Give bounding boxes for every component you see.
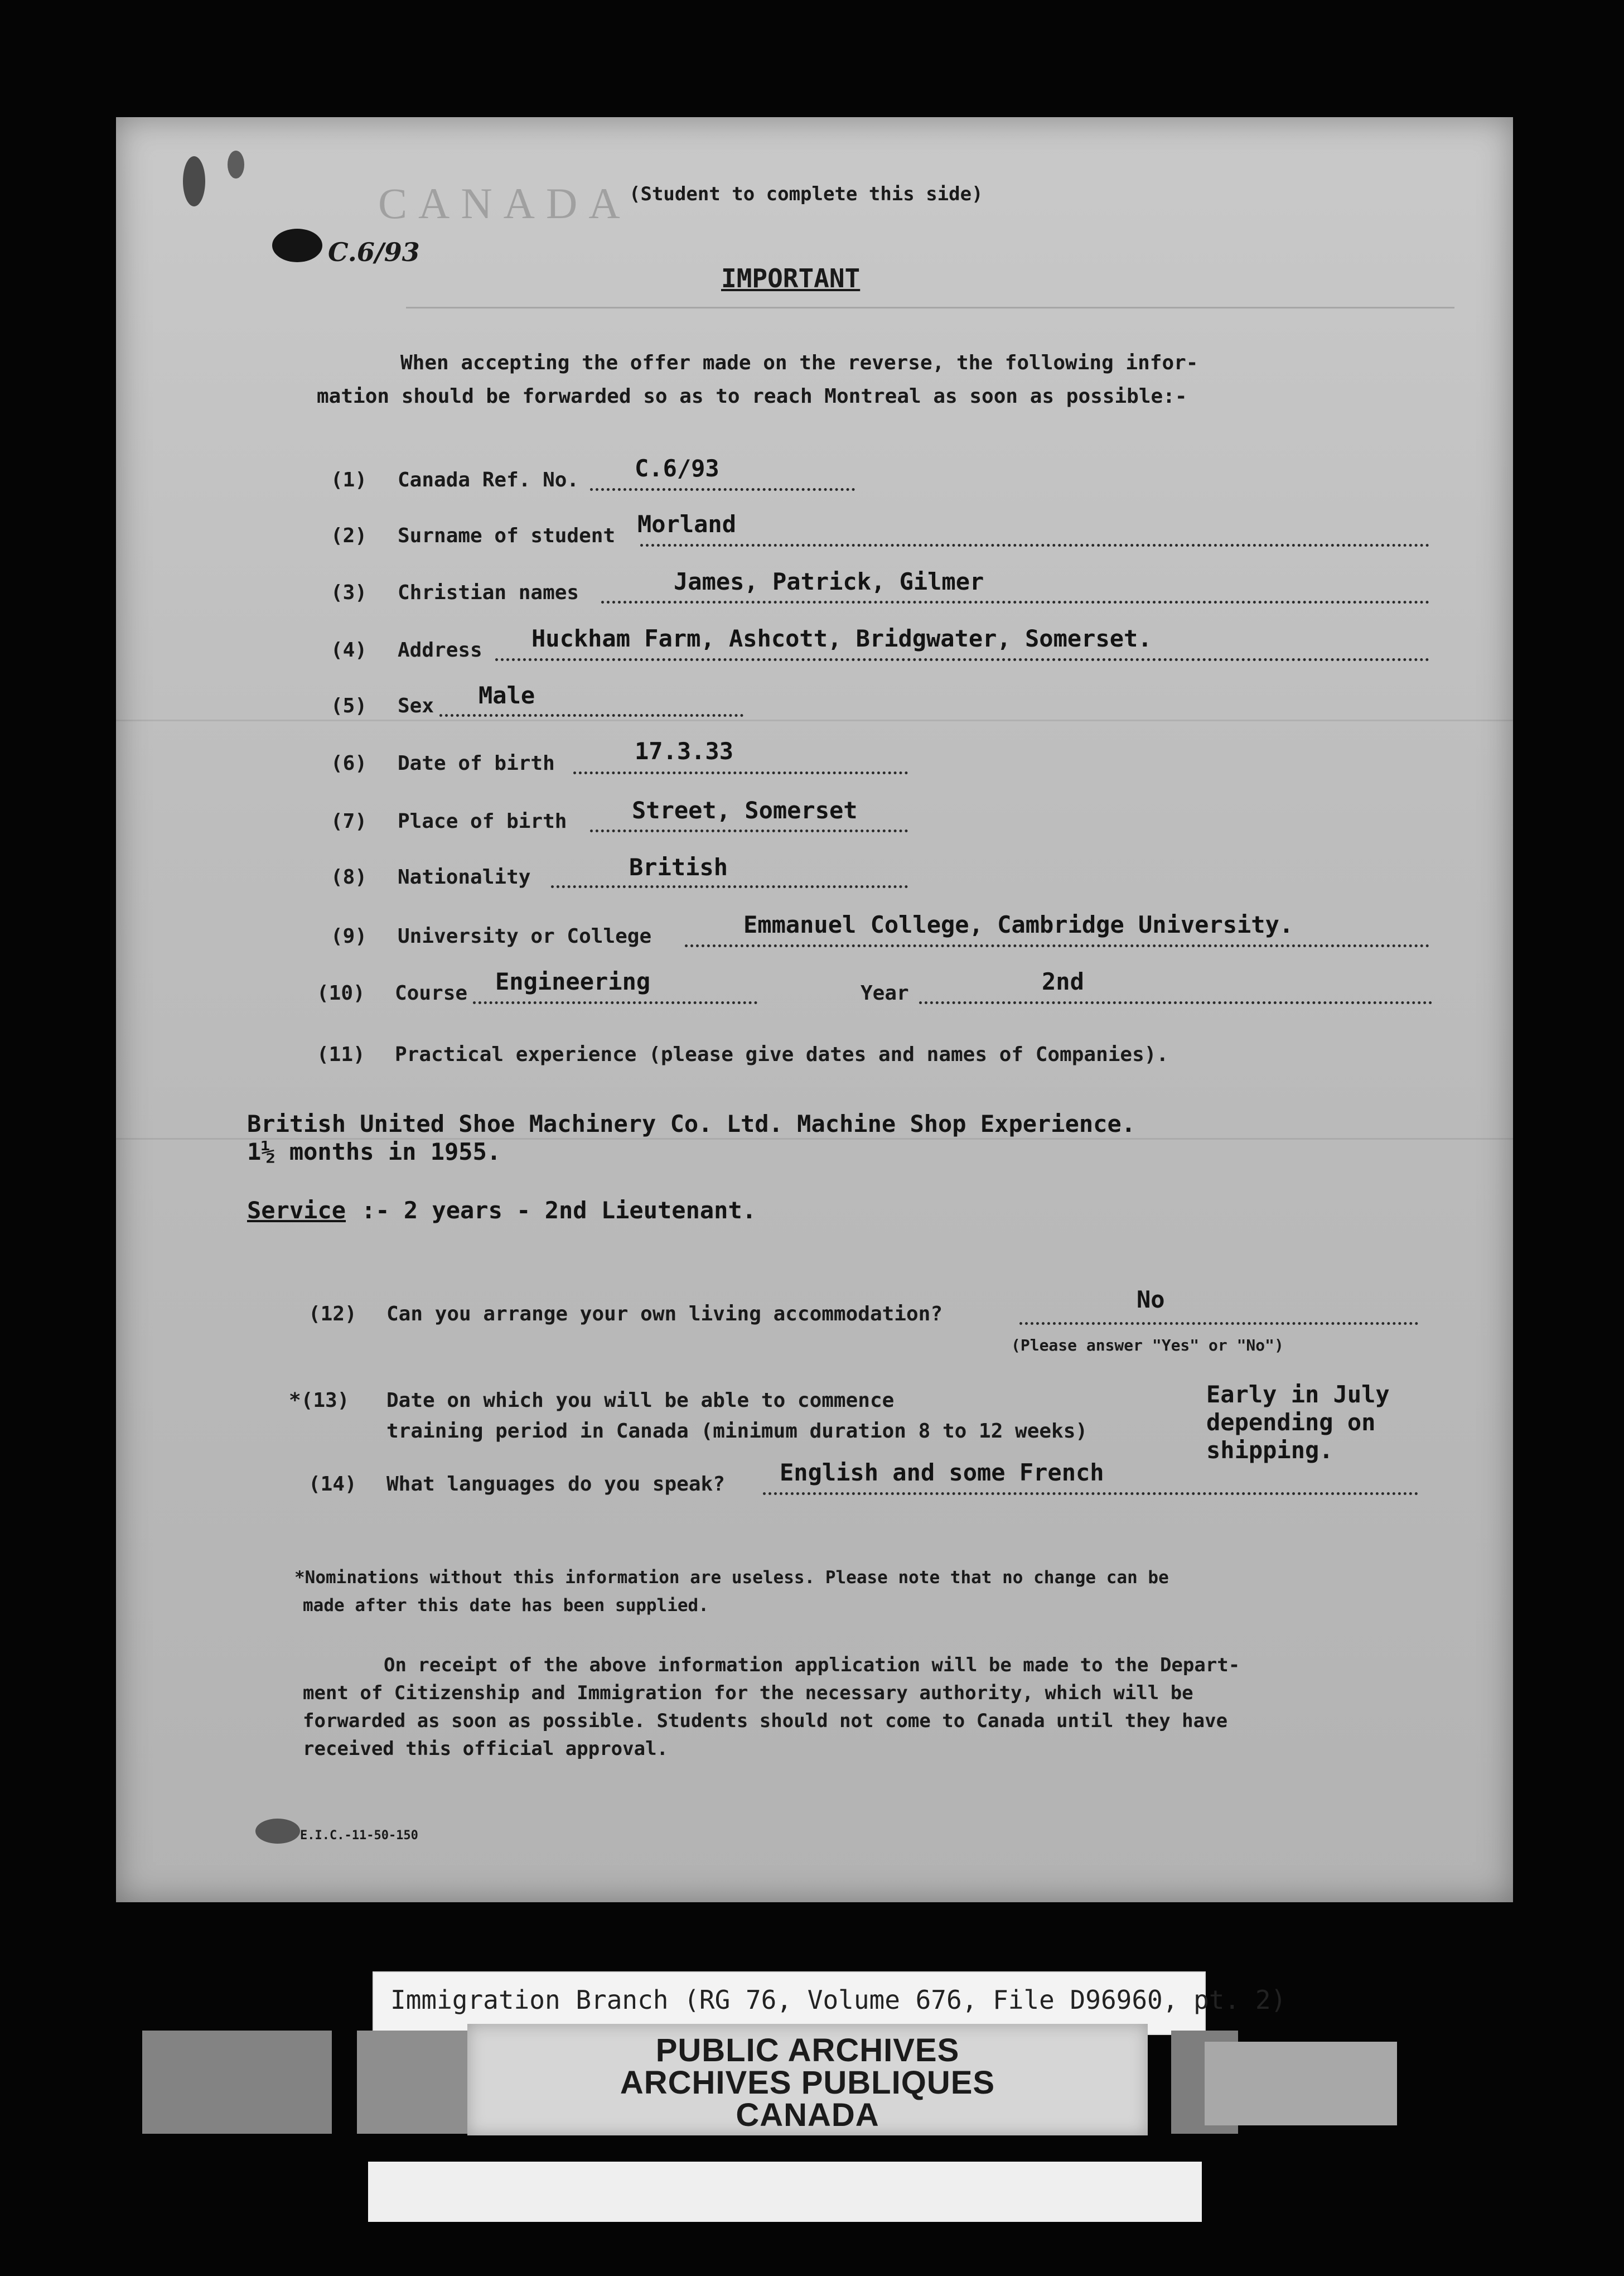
dotted-line (685, 944, 1429, 947)
page-title: IMPORTANT (721, 263, 861, 293)
ink-blot (272, 229, 322, 262)
field-number: (5) (331, 695, 368, 717)
field-number: *(13) (289, 1389, 350, 1412)
dotted-line (573, 771, 908, 774)
field-number: (10) (317, 982, 365, 1005)
ink-blot (228, 151, 244, 179)
field-label: Course (395, 982, 468, 1005)
ghost-rule (116, 720, 1513, 721)
field-label: Sex (398, 695, 434, 717)
field-value-christian-names: James, Patrick, Gilmer (674, 568, 984, 595)
field-number: (8) (331, 866, 368, 889)
field-value-sex: Male (478, 682, 535, 709)
field-value-place-of-birth: Street, Somerset (632, 797, 858, 824)
field-number: (14) (308, 1473, 357, 1496)
intro-text-line: mation should be forwarded so as to reach Montreal as soon as possible:- (317, 385, 1187, 408)
field-value-year: 2nd (1042, 968, 1084, 995)
field-label: Practical experience (please give dates and names of Companies). (395, 1043, 1169, 1066)
field-number: (7) (331, 810, 368, 833)
field-number: (12) (308, 1303, 357, 1325)
film-band-block (1205, 2042, 1397, 2125)
field-number: (11) (317, 1043, 365, 1066)
ink-smudge (255, 1819, 300, 1844)
intro-text-line: When accepting the offer made on the reverse, the following infor- (400, 351, 1198, 374)
field-value-address: Huckham Farm, Ashcott, Bridgwater, Somerset. (531, 625, 1152, 652)
document-page (116, 117, 1513, 1902)
dotted-line (439, 714, 743, 717)
closing-text-line: forwarded as soon as possible. Students should not come to Canada until they have (303, 1710, 1228, 1732)
field-value-canada-ref: C.6/93 (635, 455, 719, 482)
field-label: Date on which you will be able to commence (386, 1389, 895, 1412)
field-value-surname: Morland (637, 510, 737, 538)
answer-hint: (Please answer "Yes" or "No") (1011, 1336, 1284, 1354)
field-value-commence: Early in July (1206, 1381, 1390, 1408)
field-label: What languages do you speak? (386, 1473, 725, 1496)
ink-blot (183, 156, 205, 206)
handwritten-ref: C.6/93 (328, 237, 420, 267)
film-band-block (357, 2031, 468, 2134)
field-label: Surname of student (398, 524, 616, 547)
dotted-line (640, 544, 1429, 547)
field-number: (4) (331, 639, 368, 662)
field-label: Address (398, 639, 482, 662)
field-number: (9) (331, 925, 368, 948)
dotted-line (590, 488, 855, 491)
archive-stamp-line: CANADA (736, 2097, 879, 2133)
field-value-course: Engineering (495, 968, 651, 995)
film-band-block (142, 2031, 332, 2134)
field-label: training period in Canada (minimum duration 8 to 12 weeks) (386, 1420, 1088, 1443)
experience-text-line: 1½ months in 1955. (247, 1138, 501, 1165)
field-number: (3) (331, 581, 368, 604)
field-value-nationality: British (629, 854, 728, 881)
closing-text-line: On receipt of the above information application will be made to the Depart- (384, 1654, 1240, 1676)
dotted-line (495, 658, 1429, 661)
closing-text-line: received this official approval. (303, 1738, 669, 1760)
service-value: :- 2 years - 2nd Lieutenant. (361, 1197, 757, 1224)
field-value-accommodation: No (1137, 1286, 1165, 1313)
dotted-line (1019, 1322, 1418, 1325)
field-label: Place of birth (398, 810, 567, 833)
field-value-languages: English and some French (780, 1459, 1104, 1486)
field-number: (6) (331, 752, 368, 775)
archive-stamp-line: ARCHIVES PUBLIQUES (620, 2065, 995, 2101)
field-label: Can you arrange your own living accommodation? (386, 1303, 942, 1325)
dotted-line (473, 1001, 757, 1004)
field-label: Date of birth (398, 752, 555, 775)
experience-text-line: British United Shoe Machinery Co. Ltd. Machine Shop Experience. (247, 1110, 1136, 1137)
field-label: Christian names (398, 581, 579, 604)
field-value-commence: depending on (1206, 1409, 1376, 1436)
dotted-line (590, 830, 908, 832)
field-label: Nationality (398, 866, 531, 889)
field-label: University or College (398, 925, 652, 948)
header-note: (Student to complete this side) (629, 183, 983, 205)
field-number: (1) (331, 469, 368, 491)
dotted-line (601, 601, 1429, 604)
bottom-blank-strip (368, 2162, 1202, 2222)
ghost-country-text: CANADA (378, 179, 631, 228)
field-label: Canada Ref. No. (398, 469, 579, 491)
archive-stamp-line: PUBLIC ARCHIVES (655, 2032, 960, 2068)
form-code: E.I.C.-11-50-150 (300, 1829, 418, 1843)
dotted-line (763, 1492, 1418, 1495)
ghost-rule (406, 307, 1454, 308)
archive-reference-text: Immigration Branch (RG 76, Volume 676, File D96960, pt. 2) (390, 1985, 1287, 2015)
closing-text-line: ment of Citizenship and Immigration for the necessary authority, which will be (303, 1682, 1193, 1704)
dotted-line (919, 1001, 1432, 1004)
field-value-university: Emmanuel College, Cambridge University. (743, 911, 1294, 938)
dotted-line (551, 885, 908, 888)
service-label: Service (247, 1197, 346, 1224)
field-value-commence: shipping. (1206, 1436, 1333, 1464)
field-value-date-of-birth: 17.3.33 (635, 737, 734, 765)
footnote-line: *Nominations without this information are useless. Please note that no change can be (294, 1568, 1169, 1588)
archive-stamp (467, 2024, 1148, 2135)
field-number: (2) (331, 524, 368, 547)
field-label-year: Year (861, 982, 909, 1005)
footnote-line: made after this date has been supplied. (303, 1595, 709, 1616)
